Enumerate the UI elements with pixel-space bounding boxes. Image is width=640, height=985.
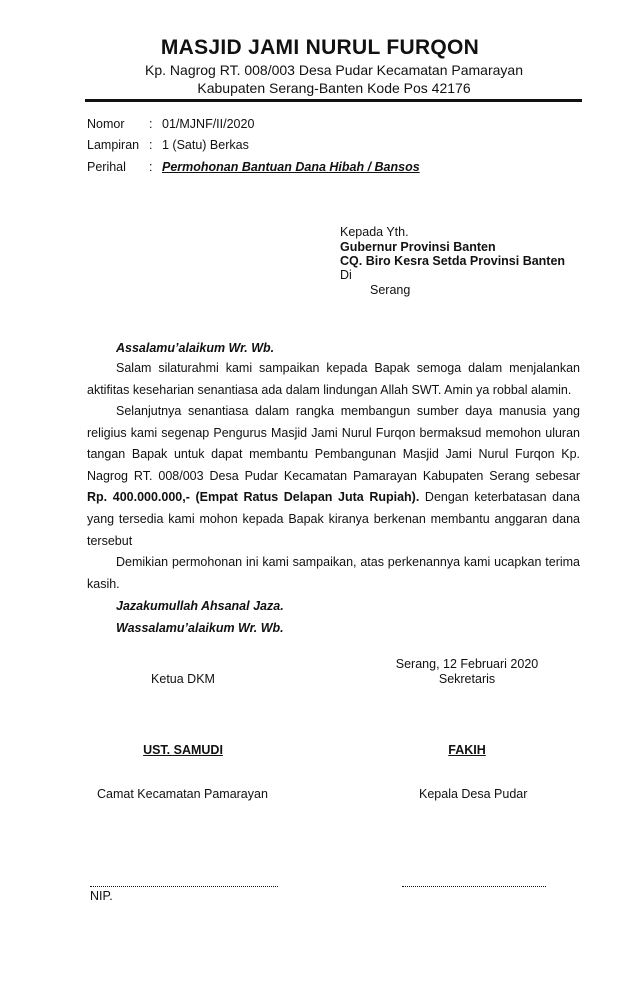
- address-line-2: Kabupaten Serang-Banten Kode Pos 42176: [197, 80, 471, 96]
- endorser-right-title: Kepala Desa Pudar: [419, 787, 528, 801]
- meta-label-nomor: Nomor: [87, 117, 125, 131]
- meta-colon: :: [149, 138, 153, 152]
- paragraph-3: Demikian permohonan ini kami sampaikan, atas perkenannya kami ucapkan terima kasih.: [87, 555, 580, 591]
- greeting: Assalamu’alaikum Wr. Wb.: [116, 341, 275, 355]
- meta-value-perihal: Permohonan Bantuan Dana Hibah / Bansos: [162, 160, 420, 174]
- paragraph-2-intro: Selanjutnya senantiasa dalam rangka membangun sumber daya manusia yang religius kami segenap Pengurus Masjid Jami Nurul Furqon bermaksud memohon uluran tangan Bapak untuk dapat membantu Pembangunan Masjid Jami Nurul Furqon Kp. Nagrog RT. 008/003 Desa Pudar Kecamatan Pamarayan Kabupaten Serang sebesar: [87, 404, 580, 483]
- recipient-di: Di: [340, 268, 352, 282]
- recipient-name: Gubernur Provinsi Banten: [340, 240, 496, 254]
- recipient-salutation: Kepada Yth.: [340, 225, 409, 239]
- letterhead-divider: [85, 99, 582, 102]
- signatory-left-title: Ketua DKM: [151, 672, 215, 686]
- meta-label-lampiran: Lampiran: [87, 138, 140, 152]
- paragraph-2: [87, 401, 580, 552]
- meta-colon: :: [149, 117, 153, 131]
- recipient-office: CQ. Biro Kesra Setda Provinsi Banten: [340, 254, 566, 268]
- paragraph-2-closing: Dengan keterbatasan dana yang tersedia kami mohon kepada Bapak kiranya berkenan membantu anggaran dana tersebut: [87, 490, 580, 548]
- meta-colon: :: [149, 160, 153, 174]
- meta-label-perihal: Perihal: [87, 160, 126, 174]
- place-date: Serang, 12 Februari 2020: [395, 657, 539, 671]
- address-line-1: Kp. Nagrog RT. 008/003 Desa Pudar Kecamatan Pamarayan: [145, 62, 523, 78]
- paragraph-1: Salam silaturahmi kami sampaikan kepada Bapak semoga dalam menjalankan aktifitas keseharian senantiasa ada dalam lindungan Allah SWT. Amin ya robbal alamin.: [87, 361, 580, 397]
- meta-value-nomor: 01/MJNF/II/2020: [162, 117, 255, 131]
- signatory-left-name: UST. SAMUDI: [143, 743, 223, 757]
- signatory-right-title: Sekretaris: [438, 672, 496, 686]
- nip-label: NIP.: [90, 889, 113, 903]
- signature-line-right: [402, 877, 546, 887]
- requested-amount: Rp. 400.000.000,- (Empat Ratus Delapan Juta Rupiah).: [87, 490, 420, 505]
- closing-salutation: Wassalamu’alaikum Wr. Wb.: [116, 621, 284, 635]
- signatory-right-name: FAKIH: [448, 743, 486, 757]
- meta-value-lampiran: 1 (Satu) Berkas: [162, 138, 249, 152]
- recipient-city: Serang: [370, 283, 411, 297]
- signature-line-left: [90, 877, 278, 887]
- closing-prayer: Jazakumullah Ahsanal Jaza.: [116, 599, 284, 613]
- org-name: MASJID JAMI NURUL FURQON: [160, 36, 480, 59]
- endorser-left-title: Camat Kecamatan Pamarayan: [97, 787, 268, 801]
